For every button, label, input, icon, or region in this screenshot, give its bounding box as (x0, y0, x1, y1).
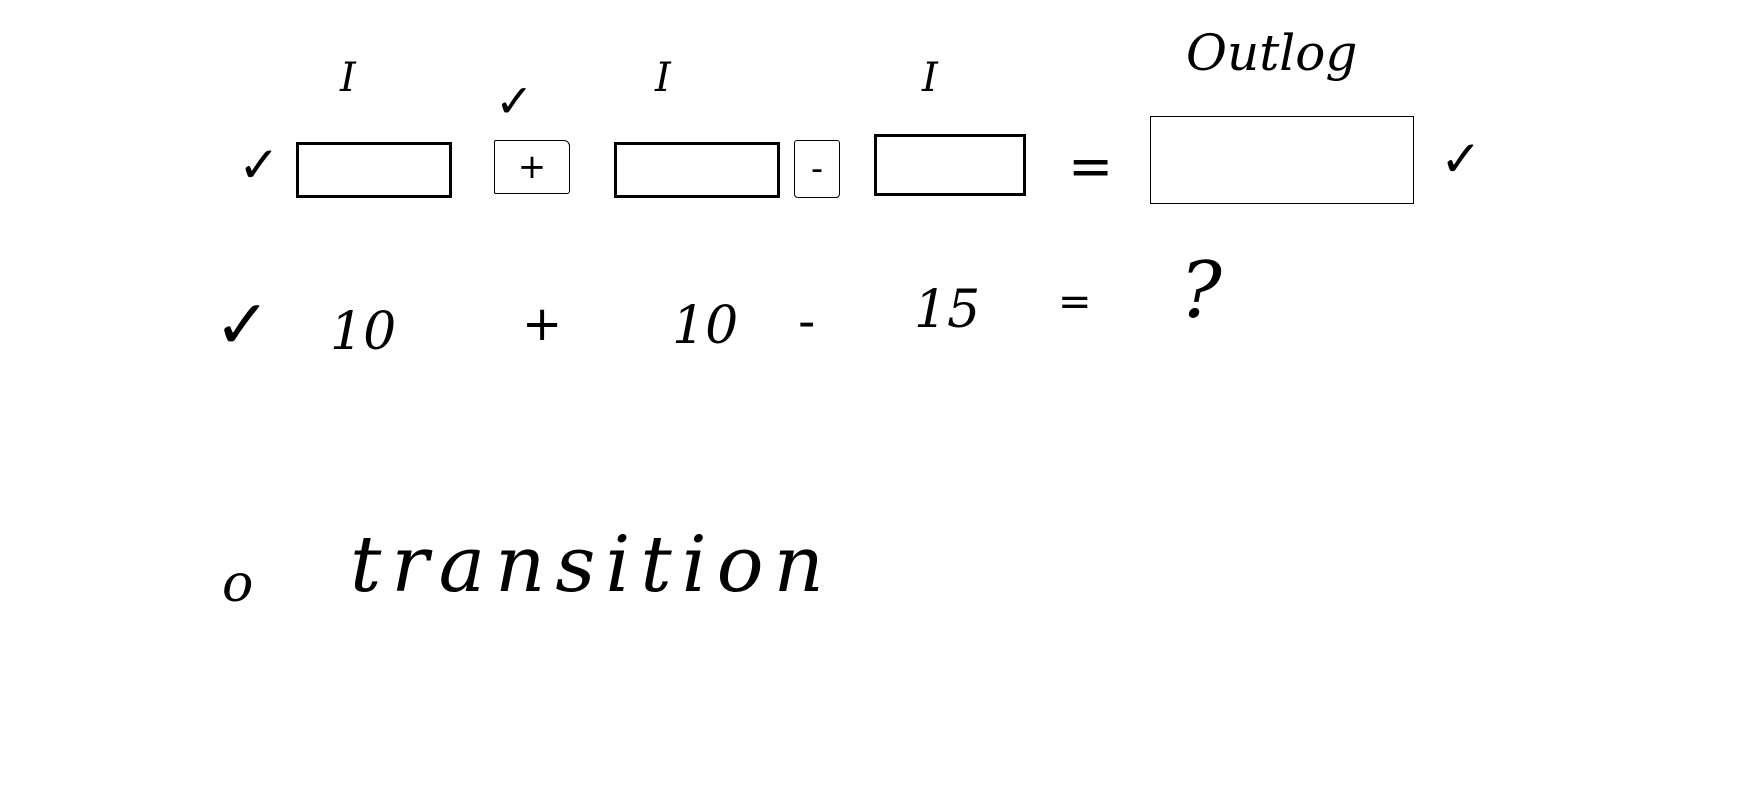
check-end-icon: ✓ (1440, 130, 1482, 188)
input-3-label: I (922, 55, 938, 101)
output-field (1150, 116, 1414, 204)
input-3-field[interactable] (874, 134, 1026, 196)
operand-b: 10 (672, 296, 739, 356)
bullet-icon: o (222, 554, 254, 614)
operator-minus: - (798, 294, 816, 350)
check-start-icon: ✓ (238, 136, 280, 194)
plus-button[interactable]: + (494, 140, 570, 194)
result-unknown: ? (1180, 246, 1222, 336)
operand-c: 15 (914, 280, 981, 340)
input-1-label: I (340, 55, 356, 101)
input-2-field[interactable] (614, 142, 780, 198)
input-1-field[interactable] (296, 142, 452, 198)
transition-text: transition (350, 520, 834, 610)
equals-sign-row1: = (1068, 135, 1114, 198)
input-2-label: I (655, 55, 671, 101)
equals-sign-row2: = (1058, 279, 1092, 325)
operator-plus: + (522, 296, 563, 352)
operand-a: 10 (330, 302, 397, 362)
check-row2-icon: ✓ (214, 286, 271, 365)
output-label: Outlog (1186, 24, 1358, 82)
minus-button[interactable]: - (794, 140, 840, 198)
check-plus-icon: ✓ (495, 74, 534, 128)
